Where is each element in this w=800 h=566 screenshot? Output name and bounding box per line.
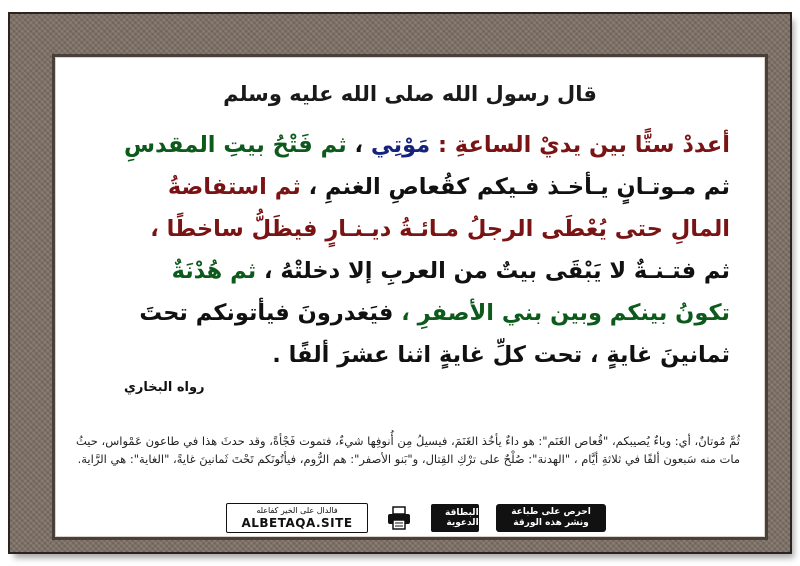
card-title: قال رسول الله صلى الله عليه وسلم bbox=[223, 82, 597, 106]
hadith-line bbox=[76, 250, 730, 292]
hadith-segment: ثم فتـنـةٌ لا يَبْقَى بيتٌ من العربِ إلا دخلتْهُ ، bbox=[256, 258, 730, 284]
hadith-segment: ثم استفاضةُ bbox=[167, 174, 301, 200]
hadith-segment: ثمانينَ غايةٍ ، تحت كلِّ غايةٍ اثنا عشرَ ألفًا . bbox=[272, 342, 730, 368]
print-message-line-2: ونشر هذه الورقة bbox=[513, 518, 589, 528]
hadith-segment: ثم مـوتـانٍ يـأخـذ فـيكم كقُعاصِ الغنمِ ، bbox=[300, 174, 730, 200]
card-paper bbox=[56, 58, 764, 536]
hadith-segment: ، bbox=[346, 132, 371, 158]
hadith-line bbox=[76, 334, 730, 376]
hadith-line bbox=[76, 292, 730, 334]
hadith-segment: ثم فَتْحُ بيتِ المقدسِ bbox=[124, 132, 347, 158]
site-url[interactable]: ALBETAQA.SITE bbox=[241, 516, 353, 530]
hadith-source: رواه البخاري bbox=[124, 380, 205, 395]
print-message bbox=[496, 504, 606, 532]
explanation-notes: ثُمَّ مُوتانٌ، أي: وباءٌ يُصيبكم، "قُعاص الغَنَم": هو داءٌ يأخُذ الغَنَمَ، فيسيلُ مِن أُنوفِها شيءٌ، فتموت فَجْأةً، وقد حدثَ هذا في طاعون عَمْواس، حيثُ مات منه سَبعون ألفًا في ثلاثةِ أيَّام ، "الهدنة": صُلْحٌ على ترْكِ القِتال، و"بَنو الأصفر": هم الرُّوم، فيأتُونَكم تَحْتَ ثَمانينَ غايةً، "الغاية": هي الرَّاية. bbox=[76, 434, 740, 466]
site-slogan: فالدال على الخير كفاعله bbox=[256, 506, 338, 515]
printer-icon bbox=[385, 504, 413, 532]
hadith-segment: المالِ حتى يُعْطَى الرجلُ مـائـةُ ديـنـارٍ فيظَلُّ ساخطًا ، bbox=[150, 216, 730, 242]
decorative-frame bbox=[10, 14, 790, 552]
hadith-segment: ثم هُدْنَةٌ bbox=[171, 258, 257, 284]
hadith-segment: فيَغدرونَ فيأتونكم تحتَ bbox=[139, 300, 394, 326]
hadith-line bbox=[76, 208, 730, 250]
hadith-segment: تكونُ بينكم وبين بني الأصفرِ ، bbox=[393, 300, 730, 326]
print-message-line-1: احرص على طباعة bbox=[511, 507, 591, 517]
footer-bar bbox=[226, 502, 606, 534]
hadith-segment: مَوْتِي bbox=[370, 132, 431, 158]
hadith-line bbox=[76, 166, 730, 208]
hadith-line bbox=[76, 124, 730, 166]
hadith-segment: أعددْ ستًّا بين يديْ الساعةِ : bbox=[430, 132, 730, 158]
hadith-text bbox=[76, 124, 730, 376]
brand-logo: البطاقة الدعوية bbox=[431, 504, 479, 532]
site-link-box[interactable] bbox=[226, 503, 368, 533]
